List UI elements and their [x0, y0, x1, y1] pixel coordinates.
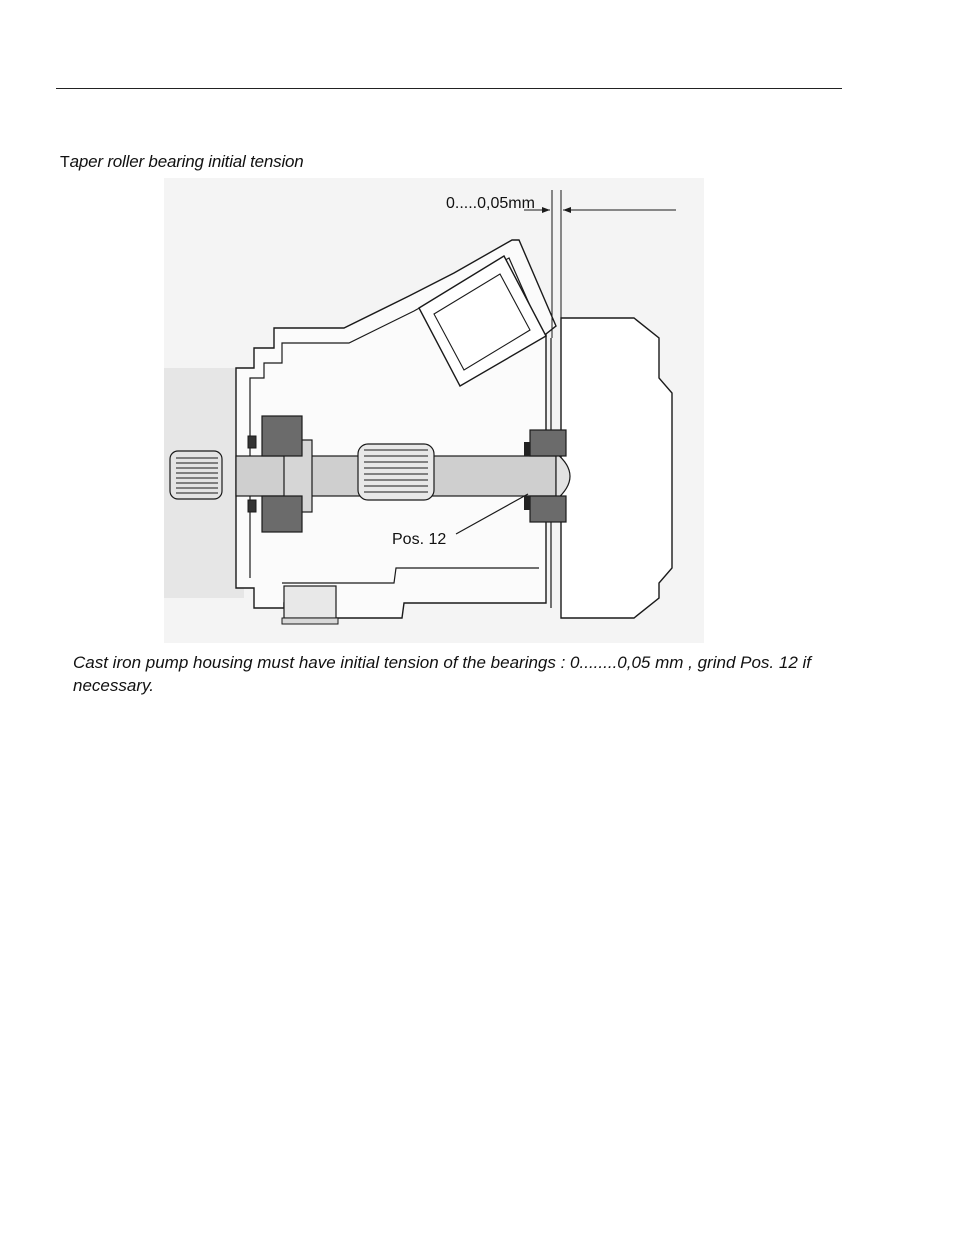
header-rule	[56, 88, 842, 89]
left-seal-lower	[248, 500, 256, 512]
dimension-label: 0.....0,05mm	[446, 195, 535, 212]
heading-first-letter: T	[60, 154, 70, 171]
left-seal-upper	[248, 436, 256, 448]
port-flange	[282, 618, 338, 624]
port-block	[284, 586, 336, 618]
left-bearing-lower	[262, 496, 302, 532]
end-cover	[561, 318, 672, 618]
shim-pos-12-upper	[524, 442, 530, 456]
part-label-pos-12: Pos. 12	[392, 531, 447, 548]
heading-text: aper roller bearing initial tension	[69, 152, 304, 171]
shim-pos-12-lower	[524, 496, 530, 510]
caption-text: Cast iron pump housing must have initial tension of the bearings : 0........0,05 mm , grind Pos. 12 if necessary.	[73, 653, 811, 695]
right-bearing-lower	[530, 496, 566, 522]
left-bearing-upper	[262, 416, 302, 456]
right-bearing-upper	[530, 430, 566, 456]
pump-cross-section-diagram	[164, 178, 704, 643]
section-heading	[60, 152, 304, 172]
